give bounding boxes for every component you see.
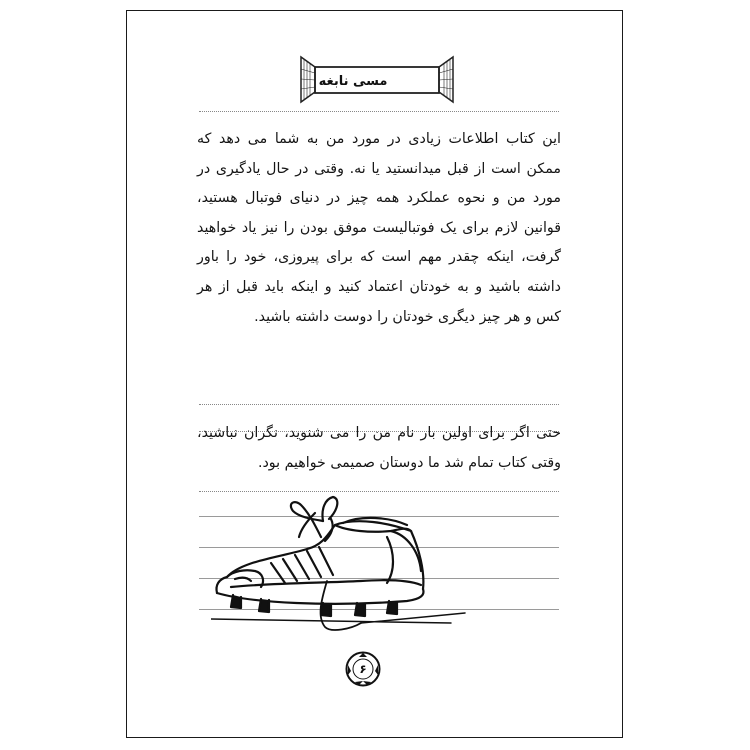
dotted-divider <box>199 111 559 112</box>
body-paragraph-1: این کتاب اطلاعات زیادی در مورد من به شما می دهد که ممکن است از قبل میدانستید یا نه. وقتی در حال یادگیری در مورد من و نحوه عملکرد همه چیز در دنیای فوتبال هستید، قوانین لازم برای یک فوتبالیست موفق بودن را نیز یاد خواهید گرفت، اینکه چقدر مهم است که برای پیروزی، خود را باور داشته باشید و به خودتان اعتماد کنید و اینکه باید قبل از هر کس و هر چیز دیگری خودتان را دوست داشته باشید. <box>197 131 561 325</box>
book-page <box>126 10 623 738</box>
chapter-header <box>293 57 401 103</box>
page-number: ۶ <box>359 662 367 676</box>
dotted-divider <box>199 404 559 405</box>
chapter-title: مسی نابغه <box>318 73 388 89</box>
body-paragraph-2: حتی اگر برای اولین بار نام من را می شنوید، نگران نباشید، وقتی کتاب تمام شد ما دوستان صمیمی خواهیم بود. <box>197 425 561 471</box>
football-boot-icon <box>211 491 471 641</box>
page-number-badge <box>345 651 381 687</box>
